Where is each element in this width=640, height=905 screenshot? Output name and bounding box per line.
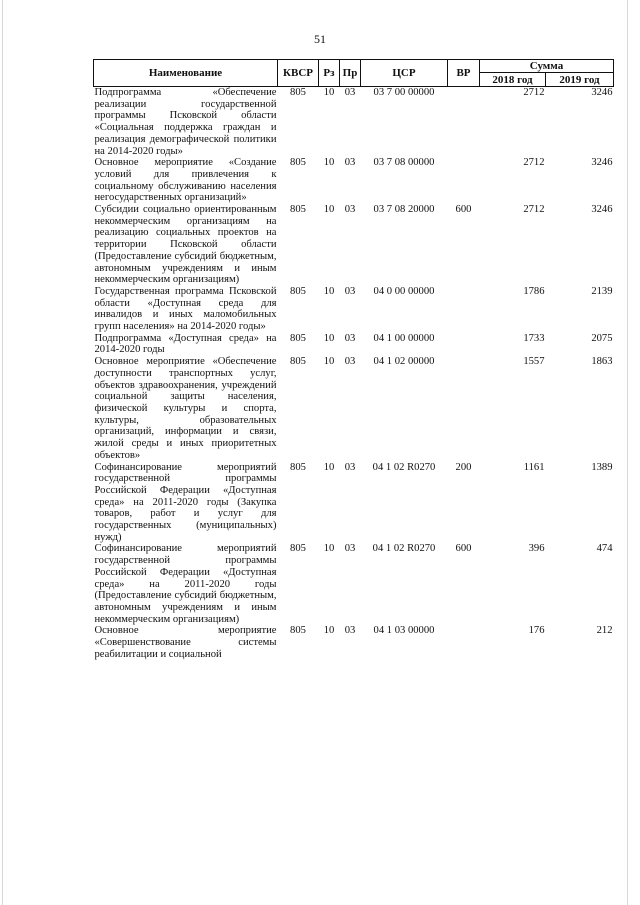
row-pr: 03 xyxy=(344,625,356,637)
row-pr: 03 xyxy=(344,87,356,98)
row-rz: 10 xyxy=(323,157,335,169)
row-sum-2018: 1557 xyxy=(523,356,545,368)
page-number: 51 xyxy=(314,32,326,46)
row-rz: 10 xyxy=(323,543,335,555)
row-sum-2018: 2712 xyxy=(523,204,545,216)
row-csr: 04 1 03 00000 xyxy=(373,625,435,637)
row-pr: 03 xyxy=(344,157,356,169)
row-rz: 10 xyxy=(323,356,335,368)
row-sum-2018: 2712 xyxy=(523,157,545,169)
row-sum-2019: 2075 xyxy=(591,332,613,344)
row-sum-2018: 2712 xyxy=(523,87,545,98)
header-csr: ЦСР xyxy=(361,60,448,87)
row-pr: 03 xyxy=(344,543,356,555)
row-kvsr: 805 xyxy=(290,461,306,473)
row-rz: 10 xyxy=(323,87,335,98)
table-row xyxy=(94,543,614,625)
row-name: Софинансирование мероприятий государственной программы Российской Федерации «Доступная среда» на 2011-2020 годы (Предоставление субсидий бюджетным, автономным учреждениям и иным некоммерческим организациям) xyxy=(94,543,277,625)
row-pr: 03 xyxy=(344,356,356,368)
budget-table xyxy=(93,59,614,660)
row-sum-2018: 396 xyxy=(528,543,545,555)
header-rz: Рз xyxy=(319,60,340,87)
row-vr xyxy=(448,625,480,660)
table-row xyxy=(94,625,614,660)
row-kvsr: 805 xyxy=(290,543,306,555)
header-pr: Пр xyxy=(340,60,361,87)
table-row xyxy=(94,204,614,286)
table-row xyxy=(94,333,614,356)
row-kvsr: 805 xyxy=(290,356,306,368)
row-name: Основное мероприятие «Создание условий для привлечения к социальному обслуживанию населения негосударственных организаций» xyxy=(94,157,277,204)
row-sum-2019: 2139 xyxy=(591,285,613,297)
row-pr: 03 xyxy=(344,332,356,344)
row-sum-2019: 1863 xyxy=(591,356,613,368)
row-vr xyxy=(448,333,480,356)
row-csr: 04 1 02 R0270 xyxy=(372,543,436,555)
row-name: Подпрограмма «Обеспечение реализации государственной программы Псковской области «Социальная поддержка граждан и реализация демографической политики на 2014-2020 годы» xyxy=(94,87,277,157)
row-rz: 10 xyxy=(323,332,335,344)
row-csr: 03 7 08 20000 xyxy=(373,204,435,216)
row-sum-2019: 3246 xyxy=(591,204,613,216)
row-kvsr: 805 xyxy=(290,157,306,169)
row-vr: 200 xyxy=(455,461,472,473)
row-name: Софинансирование мероприятий государственной программы Российской Федерации «Доступная среда» на 2011-2020 годы (Закупка товаров, работ и услуг для государственных (муниципальных) нужд) xyxy=(94,461,277,543)
row-name: Основное мероприятие «Совершенствование системы реабилитации и социальной xyxy=(94,625,277,660)
row-pr: 03 xyxy=(344,461,356,473)
row-sum-2019: 1389 xyxy=(591,461,613,473)
scan-left-edge xyxy=(2,0,3,905)
table-row xyxy=(94,157,614,204)
row-csr: 04 1 02 R0270 xyxy=(372,461,436,473)
row-sum-2018: 176 xyxy=(528,625,545,637)
header-vr: ВР xyxy=(448,60,480,87)
row-pr: 03 xyxy=(344,285,356,297)
row-csr: 03 7 00 00000 xyxy=(373,87,435,98)
header-sum: Сумма xyxy=(480,60,614,73)
row-sum-2018: 1786 xyxy=(523,285,545,297)
table-header xyxy=(94,60,614,87)
row-kvsr: 805 xyxy=(290,204,306,216)
row-name: Государственная программа Псковской области «Доступная среда для инвалидов и иных маломобильных групп населения» на 2014-2020 годы» xyxy=(94,285,277,333)
row-sum-2019: 212 xyxy=(596,625,613,637)
row-sum-2018: 1733 xyxy=(523,332,545,344)
scan-right-edge xyxy=(627,0,628,905)
table-row xyxy=(94,87,614,158)
row-csr: 04 0 00 00000 xyxy=(373,285,435,297)
row-kvsr: 805 xyxy=(290,285,306,297)
row-vr xyxy=(448,157,480,204)
row-rz: 10 xyxy=(323,204,335,216)
table-row xyxy=(94,462,614,544)
row-name: Субсидии социально ориентированным некоммерческим организациям на реализацию социальных проектов на территории Псковской области (Предоставление субсидий бюджетным, автономным учреждениям и иным некоммерческим организациям) xyxy=(94,204,277,286)
row-vr: 600 xyxy=(455,543,472,555)
row-vr xyxy=(448,356,480,461)
row-vr: 600 xyxy=(455,204,472,216)
row-sum-2019: 474 xyxy=(596,543,613,555)
row-kvsr: 805 xyxy=(290,625,306,637)
header-year-2019: 2019 год xyxy=(546,73,614,87)
header-name: Наименование xyxy=(94,60,278,87)
table-row xyxy=(94,356,614,461)
row-pr: 03 xyxy=(344,204,356,216)
row-sum-2019: 3246 xyxy=(591,157,613,169)
header-kvsr: КВСР xyxy=(278,60,319,87)
row-name: Основное мероприятие «Обеспечение доступности транспортных услуг, объектов здравоохранения, учреждений социальной защиты населения, физической культуры и спорта, культуры, образовательных организаций, информации и связи, жилой среды и иных приоритетных объектов» xyxy=(94,356,277,461)
header-year-2018: 2018 год xyxy=(480,73,546,87)
table-row xyxy=(94,286,614,333)
row-vr xyxy=(448,286,480,333)
row-csr: 03 7 08 00000 xyxy=(373,157,435,169)
row-sum-2018: 1161 xyxy=(523,461,545,473)
row-name: Подпрограмма «Доступная среда» на 2014-2020 годы xyxy=(94,332,277,356)
row-vr xyxy=(448,87,480,158)
row-csr: 04 1 02 00000 xyxy=(373,356,435,368)
row-rz: 10 xyxy=(323,625,335,637)
row-rz: 10 xyxy=(323,285,335,297)
row-kvsr: 805 xyxy=(290,332,306,344)
row-rz: 10 xyxy=(323,461,335,473)
row-csr: 04 1 00 00000 xyxy=(373,332,435,344)
row-sum-2019: 3246 xyxy=(591,87,613,98)
table-body xyxy=(94,87,614,661)
row-kvsr: 805 xyxy=(290,87,306,98)
